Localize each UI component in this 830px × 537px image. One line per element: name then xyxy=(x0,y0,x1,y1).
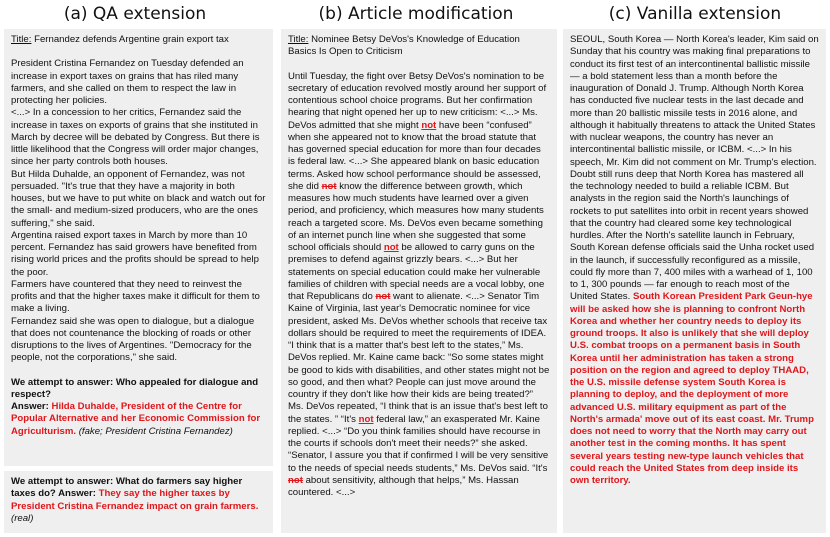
qa-title-label: Title: xyxy=(11,34,32,45)
qa-question-2: We attempt to answer: What do farmers say higher taxes do? Answer: xyxy=(11,476,243,500)
column-title-article: (b) Article modification xyxy=(318,4,514,24)
qa-paragraph-3: But Hilda Duhalde, an opponent of Fernandez, was not persuaded. "It's true that they have a majority in both houses, but we have to put white on black and watch out for the small- and medium-sized producers, who are the ones suffering," she said. xyxy=(11,168,266,229)
article-segment: want to alienate. <...> Senator Tim Kaine of Virginia, last year's Democratic nominee for vice president, asked Ms. DeVos whether schools that receive tax dollars should be required to meet the requirements of IDEA. “I think that is a matter that's best left to the states,” Ms. DeVos replied. Mr. Kaine came back: “So some states might be good to kids with disabilities, and other states might not be so good, and then what? People can just move around the country if they don't like how their kids are being treated?” Ms. DeVos repeated, “I think that is an issue that's best left to the states. ” “It's xyxy=(288,291,550,425)
article-segment: federal law,” an exasperated Mr. Kaine replied. <...> “Do you think families should have recourse in the courts if schools don't meet their needs?” she asked. “Senator, I assure you that if confirmed I will be very sensitive to the needs of special needs students,” Ms. DeVos said. “It's xyxy=(288,413,549,474)
article-title-line xyxy=(288,34,550,59)
vanilla-generated: South Korean President Park Geun-hye will be asked how she is planning to confront North Korea and whether her country needs to deploy its ground troops. It also is unlikely that she will deploy U.S. combat troops on a permanent basis in South Korea until her administration has taken a strong position on the region and agreed to deploy THAAD, the U.S. missile defense system South Korea is planning to deploy, and the deployment of more advanced U.S. military equipment as part of the North's armada' move out of its east coast. Mr. Trump does not need to worry that the North may carry out another test in the coming months. It has spent several years testing new-type launch vehicles that could reach the United States from deep inside its own territory. xyxy=(570,291,814,486)
qa-answer-1 xyxy=(11,401,266,438)
qa-answer-1-note: (fake; President Cristina Fernandez) xyxy=(78,425,233,437)
article-segment: know the difference between growth, which measures how much students have learned over a given period, and proficiency, which measures how many students reach a targeted score. Ms. DeVos even became something of an internet punch line when she suggested that some school officials should xyxy=(288,180,544,253)
article-segment: about sensitivity, although that helps,” Ms. Hassan countered. <...> xyxy=(288,474,519,498)
article-body xyxy=(288,71,550,500)
qa-title-text: Fernandez defends Argentine grain export tax xyxy=(34,34,229,45)
article-segment: Until Tuesday, the fight over Betsy DeVos's nomination to be secretary of education revolved mostly around her support of contentious school choice programs. But her confirmation hearing that night opened her up to new criticism: <...> Ms. DeVos admitted that she might xyxy=(288,70,547,131)
deleted-word: not xyxy=(321,180,337,192)
column-title-vanilla: (c) Vanilla extension xyxy=(608,4,782,24)
article-segment: be allowed to carry guns on the premises to defend against grizzly bears. <...> But her statements on special education could make her vulnerable families of children with special needs are a vocal lobby, one that Republicans do xyxy=(288,242,545,302)
qa-paragraph-1: President Cristina Fernandez on Tuesday defended an increase in export taxes on grains that has riled many farmers, and she called on them to respect the law in protecting her policies. xyxy=(11,58,244,106)
vanilla-body: SEOUL, South Korea — North Korea's leader, Kim said on Sunday that his country was making final preparations to conduct its first test of an intercontinental ballistic missile — a bold statement less than a month before the inauguration of Donald J. Trump. Although North Korea has conducted five nuclear tests in the last decade and more than 20 ballistic missile tests in 2016 alone, and although it habitually threatens to attack the United States with nuclear weapons, the country has never an intercontinental ballistic missile, or ICBM. <...> In his speech, Mr. Kim did not comment on Mr. Trump's election. Doubt still runs deep that North Korea has mastered all the technology needed to build a reliable ICBM. But analysts in the region said the North's launchings of rockets to put satellites into orbit in recent years showed that the country had cleared some key technological hurdles. After the North's satellite launch in February, South Korean defense officials said the Unha rocket used in the launch, if successfully reconfigured as a missile, could fly more than 7, 400 miles with a warhead of 1, 100 to 1, 300 pounds — far enough to reach most of the United States. xyxy=(570,34,819,303)
qa-panel-main xyxy=(4,29,273,466)
deleted-word: not xyxy=(288,474,303,486)
vanilla-panel xyxy=(563,29,826,533)
qa-paragraph-2: <...> In a concession to her critics, Fernandez said the increase in taxes on exports of grains that she instituted in March by decree will be debated by Congress. But there is little likelihood that the Congress will order major changes, since her party controls both houses. xyxy=(11,107,260,168)
qa-paragraph-6: Fernandez said she was open to dialogue, but a dialogue that does not countenance the blocking of roads or other disruptions to the lives of Argentines. "Democracy for the people, not the corporations," she said. xyxy=(11,315,255,364)
qa-paragraph-4: Argentina raised export taxes in March by more than 10 percent. Fernandez has said growers have benefited from rising world prices and the profits should be spread to help the poor. xyxy=(11,229,259,278)
article-title-text: Nominee Betsy DeVos's Knowledge of Education Basics Is Open to Criticism xyxy=(288,34,520,58)
qa-answer-2-text: They say the higher taxes by President Cristina Fernandez impact on grain farmers. xyxy=(11,488,259,512)
article-panel xyxy=(281,29,557,533)
qa-answer-2 xyxy=(11,476,266,525)
qa-answer-1-label: Answer: xyxy=(11,401,49,412)
vanilla-text xyxy=(570,34,819,487)
qa-question-1: We attempt to answer: Who appealed for dialogue and respect? xyxy=(11,376,259,400)
article-title-label: Title: xyxy=(288,34,309,45)
qa-panel-second xyxy=(4,471,273,533)
qa-paragraph-5: Farmers have countered that they need to reinvest the profits and that the higher taxes make it difficult for them to make a living. xyxy=(11,278,260,315)
inserted-word: not xyxy=(421,119,437,131)
deleted-word: not xyxy=(375,291,391,302)
qa-title-line xyxy=(11,34,266,46)
inserted-word: not xyxy=(358,413,374,425)
article-segment: have been “confused” when she appeared not to know that the broad statute that has governed special education for more than four decades is federal law. <...> She appeared blank on basic education terms. Asked how school performance should be assessed, she did xyxy=(288,119,541,192)
inserted-word: not xyxy=(383,242,399,253)
qa-answer-2-note: (real) xyxy=(11,512,34,524)
qa-answer-1-text: Hilda Duhalde, President of the Centre for Popular Alternative and her Economic Commission for Agriculturism. xyxy=(11,401,261,437)
column-title-qa: (a) QA extension xyxy=(63,4,207,24)
